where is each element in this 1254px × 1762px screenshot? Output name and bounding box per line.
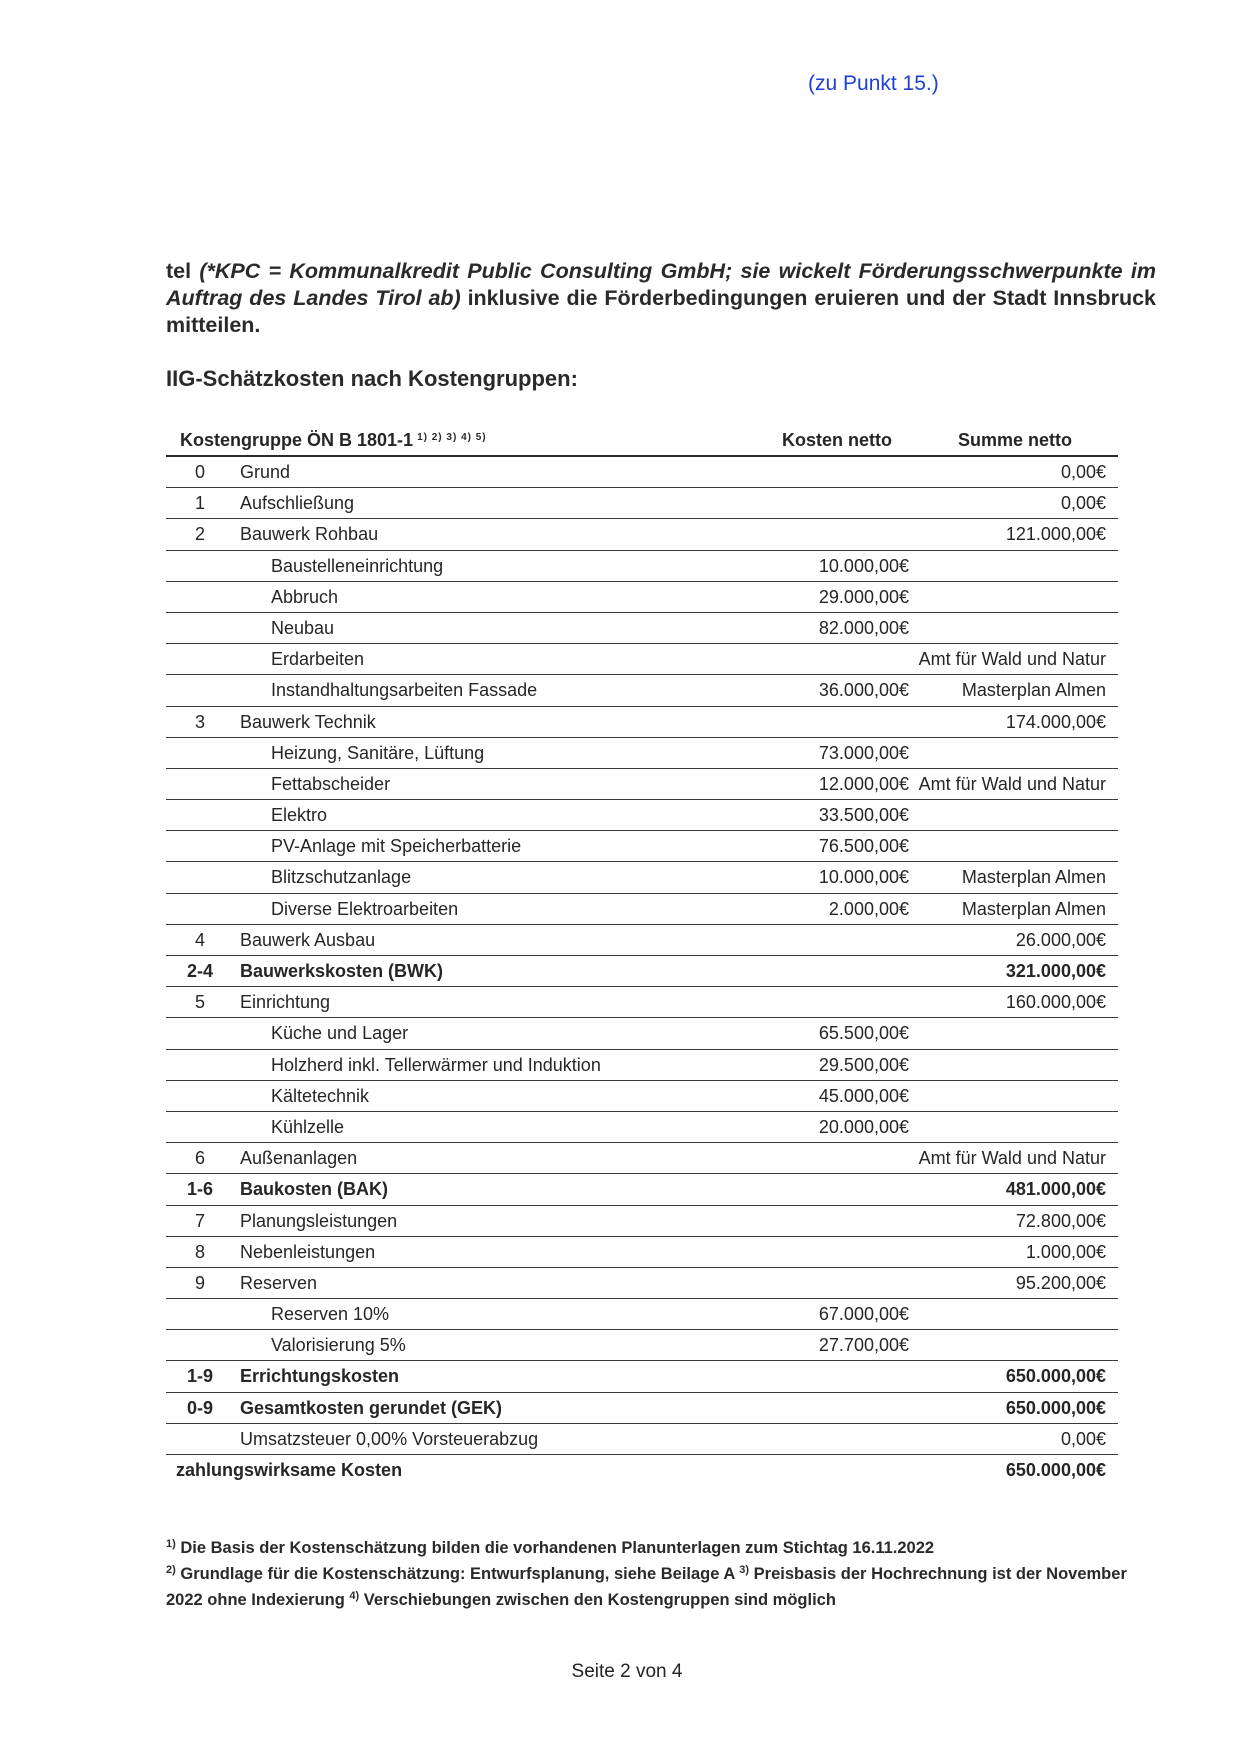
row-net-cost: 20.000,00€	[818, 1116, 909, 1137]
row-label: Bauwerkskosten (BWK)	[240, 961, 444, 981]
row-code: 7	[194, 1210, 205, 1231]
row-sum: Masterplan Almen	[961, 898, 1106, 919]
row-sum: 650.000,00€	[1005, 1366, 1106, 1387]
row-sum: 321.000,00€	[1005, 961, 1106, 981]
row-net-cost: 73.000,00€	[818, 742, 909, 763]
row-label: Nebenleistungen	[240, 1241, 376, 1262]
row-sum: 72.800,00€	[1015, 1210, 1106, 1231]
row-label: Bauwerk Technik	[240, 711, 376, 732]
row-sum: 26.000,00€	[1015, 929, 1106, 950]
row-net-cost: 36.000,00€	[818, 680, 909, 701]
row-label: Grund	[240, 462, 291, 482]
row-code: 6	[194, 1148, 205, 1169]
row-sum: 121.000,00€	[1005, 524, 1106, 545]
row-label: Fettabscheider	[271, 773, 391, 794]
footnote-text-1: Die Basis der Kostenschätzung bilden die vorhandenen Planunterlagen zum Stichtag 16.11.2022	[175, 1539, 935, 1557]
row-net-cost: 65.500,00€	[818, 1023, 909, 1044]
row-label: Elektro	[271, 805, 328, 826]
intro-suffix: inklusive die Förderbedingungen eruieren und der Stadt Innsbruck mitteilen.	[166, 286, 1157, 337]
table-row	[166, 519, 1118, 550]
row-code: 3	[194, 711, 205, 732]
footnote-mark-3: 3)	[739, 1564, 750, 1576]
row-sum: 160.000,00€	[1005, 992, 1106, 1013]
table-row	[166, 488, 1118, 519]
row-code: 2-4	[186, 961, 213, 981]
table-row	[166, 987, 1118, 1018]
footnote-text-2a: Grundlage für die Kostenschätzung: Entwurfsplanung, siehe Beilage A	[175, 1565, 740, 1583]
total-label: zahlungswirksame Kosten	[176, 1460, 403, 1480]
row-code: 2	[194, 524, 205, 545]
intro-prefix: tel	[166, 259, 200, 283]
row-label: Reserven	[240, 1272, 318, 1293]
row-label: Küche und Lager	[271, 1023, 409, 1044]
table-row	[166, 613, 1118, 644]
table-row	[166, 1424, 1118, 1455]
row-label: Planungsleistungen	[240, 1210, 398, 1231]
table-row	[166, 707, 1118, 738]
row-label: Heizung, Sanitäre, Lüftung	[271, 742, 485, 763]
row-net-cost: 45.000,00€	[818, 1085, 909, 1106]
row-label: Neubau	[271, 617, 335, 638]
row-label: Einrichtung	[240, 992, 331, 1013]
row-net-cost: 76.500,00€	[818, 836, 909, 857]
row-sum: Amt für Wald und Natur	[918, 773, 1106, 794]
row-label: Aufschließung	[240, 493, 355, 514]
table-row	[166, 1330, 1118, 1361]
table-row	[166, 1050, 1118, 1081]
table-header	[166, 425, 1118, 457]
row-sum: Masterplan Almen	[961, 680, 1106, 701]
footnote-line-1	[166, 1533, 1156, 1559]
row-sum: 481.000,00€	[1005, 1179, 1106, 1200]
row-net-cost: 82.000,00€	[818, 617, 909, 638]
row-sum: Amt für Wald und Natur	[918, 649, 1106, 670]
row-net-cost: 12.000,00€	[818, 773, 909, 794]
table-row	[166, 1112, 1118, 1143]
footnote-text-2c: Verschiebungen zwischen den Kostengruppen sind möglich	[359, 1591, 836, 1609]
row-sum: 0,00€	[1060, 462, 1106, 482]
table-row	[166, 925, 1118, 956]
table-row	[166, 769, 1118, 800]
intro-italic: (*KPC = Kommunalkredit Public Consulting GmbH; sie wickelt Förderungsschwerpunkte im Auftrag des Landes Tirol ab)	[166, 259, 1156, 310]
row-label: Holzherd inkl. Tellerwärmer und Induktion	[271, 1054, 601, 1075]
table-row	[166, 1206, 1118, 1237]
footnote-mark-4: 4)	[349, 1590, 360, 1602]
row-label: Kältetechnik	[271, 1085, 370, 1106]
row-code: 9	[194, 1272, 205, 1293]
row-sum: 0,00€	[1060, 493, 1106, 514]
row-label: Baukosten (BAK)	[240, 1179, 389, 1200]
section-heading: IIG-Schätzkosten nach Kostengruppen:	[166, 366, 578, 391]
row-code: 1-9	[186, 1366, 213, 1387]
row-label: Bauwerk Rohbau	[240, 524, 379, 545]
row-label: Valorisierung 5%	[271, 1335, 406, 1356]
table-row	[166, 1299, 1118, 1330]
row-net-cost: 27.700,00€	[818, 1335, 909, 1356]
header-group	[180, 430, 487, 451]
table-row	[166, 1237, 1118, 1268]
row-code: 4	[194, 929, 205, 950]
table-row	[166, 457, 1118, 488]
row-label: Außenanlagen	[240, 1148, 358, 1169]
row-label: Baustelleneinrichtung	[271, 555, 444, 576]
row-sum: 174.000,00€	[1005, 711, 1106, 732]
table-row	[166, 644, 1118, 675]
table-row	[166, 1018, 1118, 1049]
row-code: 5	[194, 992, 205, 1013]
row-code: 0-9	[186, 1397, 213, 1418]
table-total-row	[166, 1455, 1118, 1486]
row-label: PV-Anlage mit Speicherbatterie	[271, 836, 522, 857]
table-row	[166, 862, 1118, 893]
row-label: Blitzschutzanlage	[271, 867, 412, 888]
reference-note: (zu Punkt 15.)	[808, 72, 939, 95]
table-row	[166, 894, 1118, 925]
row-sum: 1.000,00€	[1025, 1241, 1106, 1262]
row-sum: 95.200,00€	[1015, 1272, 1106, 1293]
row-net-cost: 10.000,00€	[818, 867, 909, 888]
footnote-text-2b: Preisbasis der Hochrechnung ist der November 2022 ohne Indexierung	[166, 1565, 1127, 1609]
row-net-cost: 29.000,00€	[818, 586, 909, 607]
page-number: Seite 2 von 4	[571, 1661, 683, 1682]
table-row	[166, 1081, 1118, 1112]
table-row	[166, 738, 1118, 769]
table-row	[166, 1268, 1118, 1299]
row-sum: Amt für Wald und Natur	[918, 1148, 1106, 1169]
header-sum: Summe netto	[957, 430, 1072, 450]
total-sum: 650.000,00€	[1005, 1460, 1106, 1480]
row-label: Gesamtkosten gerundet (GEK)	[240, 1397, 503, 1418]
footnote-mark-2: 2)	[166, 1564, 176, 1576]
table-row	[166, 1174, 1118, 1205]
row-label: Diverse Elektroarbeiten	[271, 898, 459, 919]
row-label: Errichtungskosten	[240, 1366, 400, 1387]
row-label: Bauwerk Ausbau	[240, 929, 376, 950]
row-net-cost: 67.000,00€	[818, 1304, 909, 1325]
row-net-cost: 10.000,00€	[818, 555, 909, 576]
row-sum: 0,00€	[1060, 1428, 1106, 1449]
header-footnote-marks: 1) 2) 3) 4) 5)	[417, 432, 487, 443]
intro-paragraph	[166, 258, 1156, 339]
row-label: Kühlzelle	[271, 1116, 345, 1137]
table-body	[166, 457, 1118, 1455]
row-label: Erdarbeiten	[271, 649, 365, 670]
row-code: 1	[194, 493, 205, 514]
row-code: 0	[194, 462, 205, 482]
table-row	[166, 582, 1118, 613]
header-group-label: Kostengruppe ÖN B 1801-1	[180, 430, 414, 450]
row-sum: 650.000,00€	[1005, 1397, 1106, 1418]
table-row	[166, 956, 1118, 987]
header-net: Kosten netto	[782, 430, 892, 450]
footnote-line-2	[166, 1559, 1156, 1611]
table-row	[166, 551, 1118, 582]
row-label: Abbruch	[271, 586, 339, 607]
row-label: Instandhaltungsarbeiten Fassade	[271, 680, 538, 701]
footnotes	[166, 1533, 1156, 1611]
footnote-mark-1: 1)	[166, 1538, 176, 1550]
cost-table	[166, 425, 1118, 1486]
table-row	[166, 800, 1118, 831]
row-sum: Masterplan Almen	[961, 867, 1106, 888]
row-label: Reserven 10%	[271, 1304, 390, 1325]
row-net-cost: 29.500,00€	[818, 1054, 909, 1075]
row-code: 8	[194, 1241, 205, 1262]
row-code: 1-6	[186, 1179, 213, 1200]
table-row	[166, 675, 1118, 706]
table-row	[166, 1393, 1118, 1424]
table-row	[166, 831, 1118, 862]
table-row	[166, 1361, 1118, 1392]
table-row	[166, 1143, 1118, 1174]
row-net-cost: 2.000,00€	[828, 898, 909, 919]
row-net-cost: 33.500,00€	[818, 805, 909, 826]
row-label: Umsatzsteuer 0,00% Vorsteuerabzug	[240, 1428, 539, 1449]
